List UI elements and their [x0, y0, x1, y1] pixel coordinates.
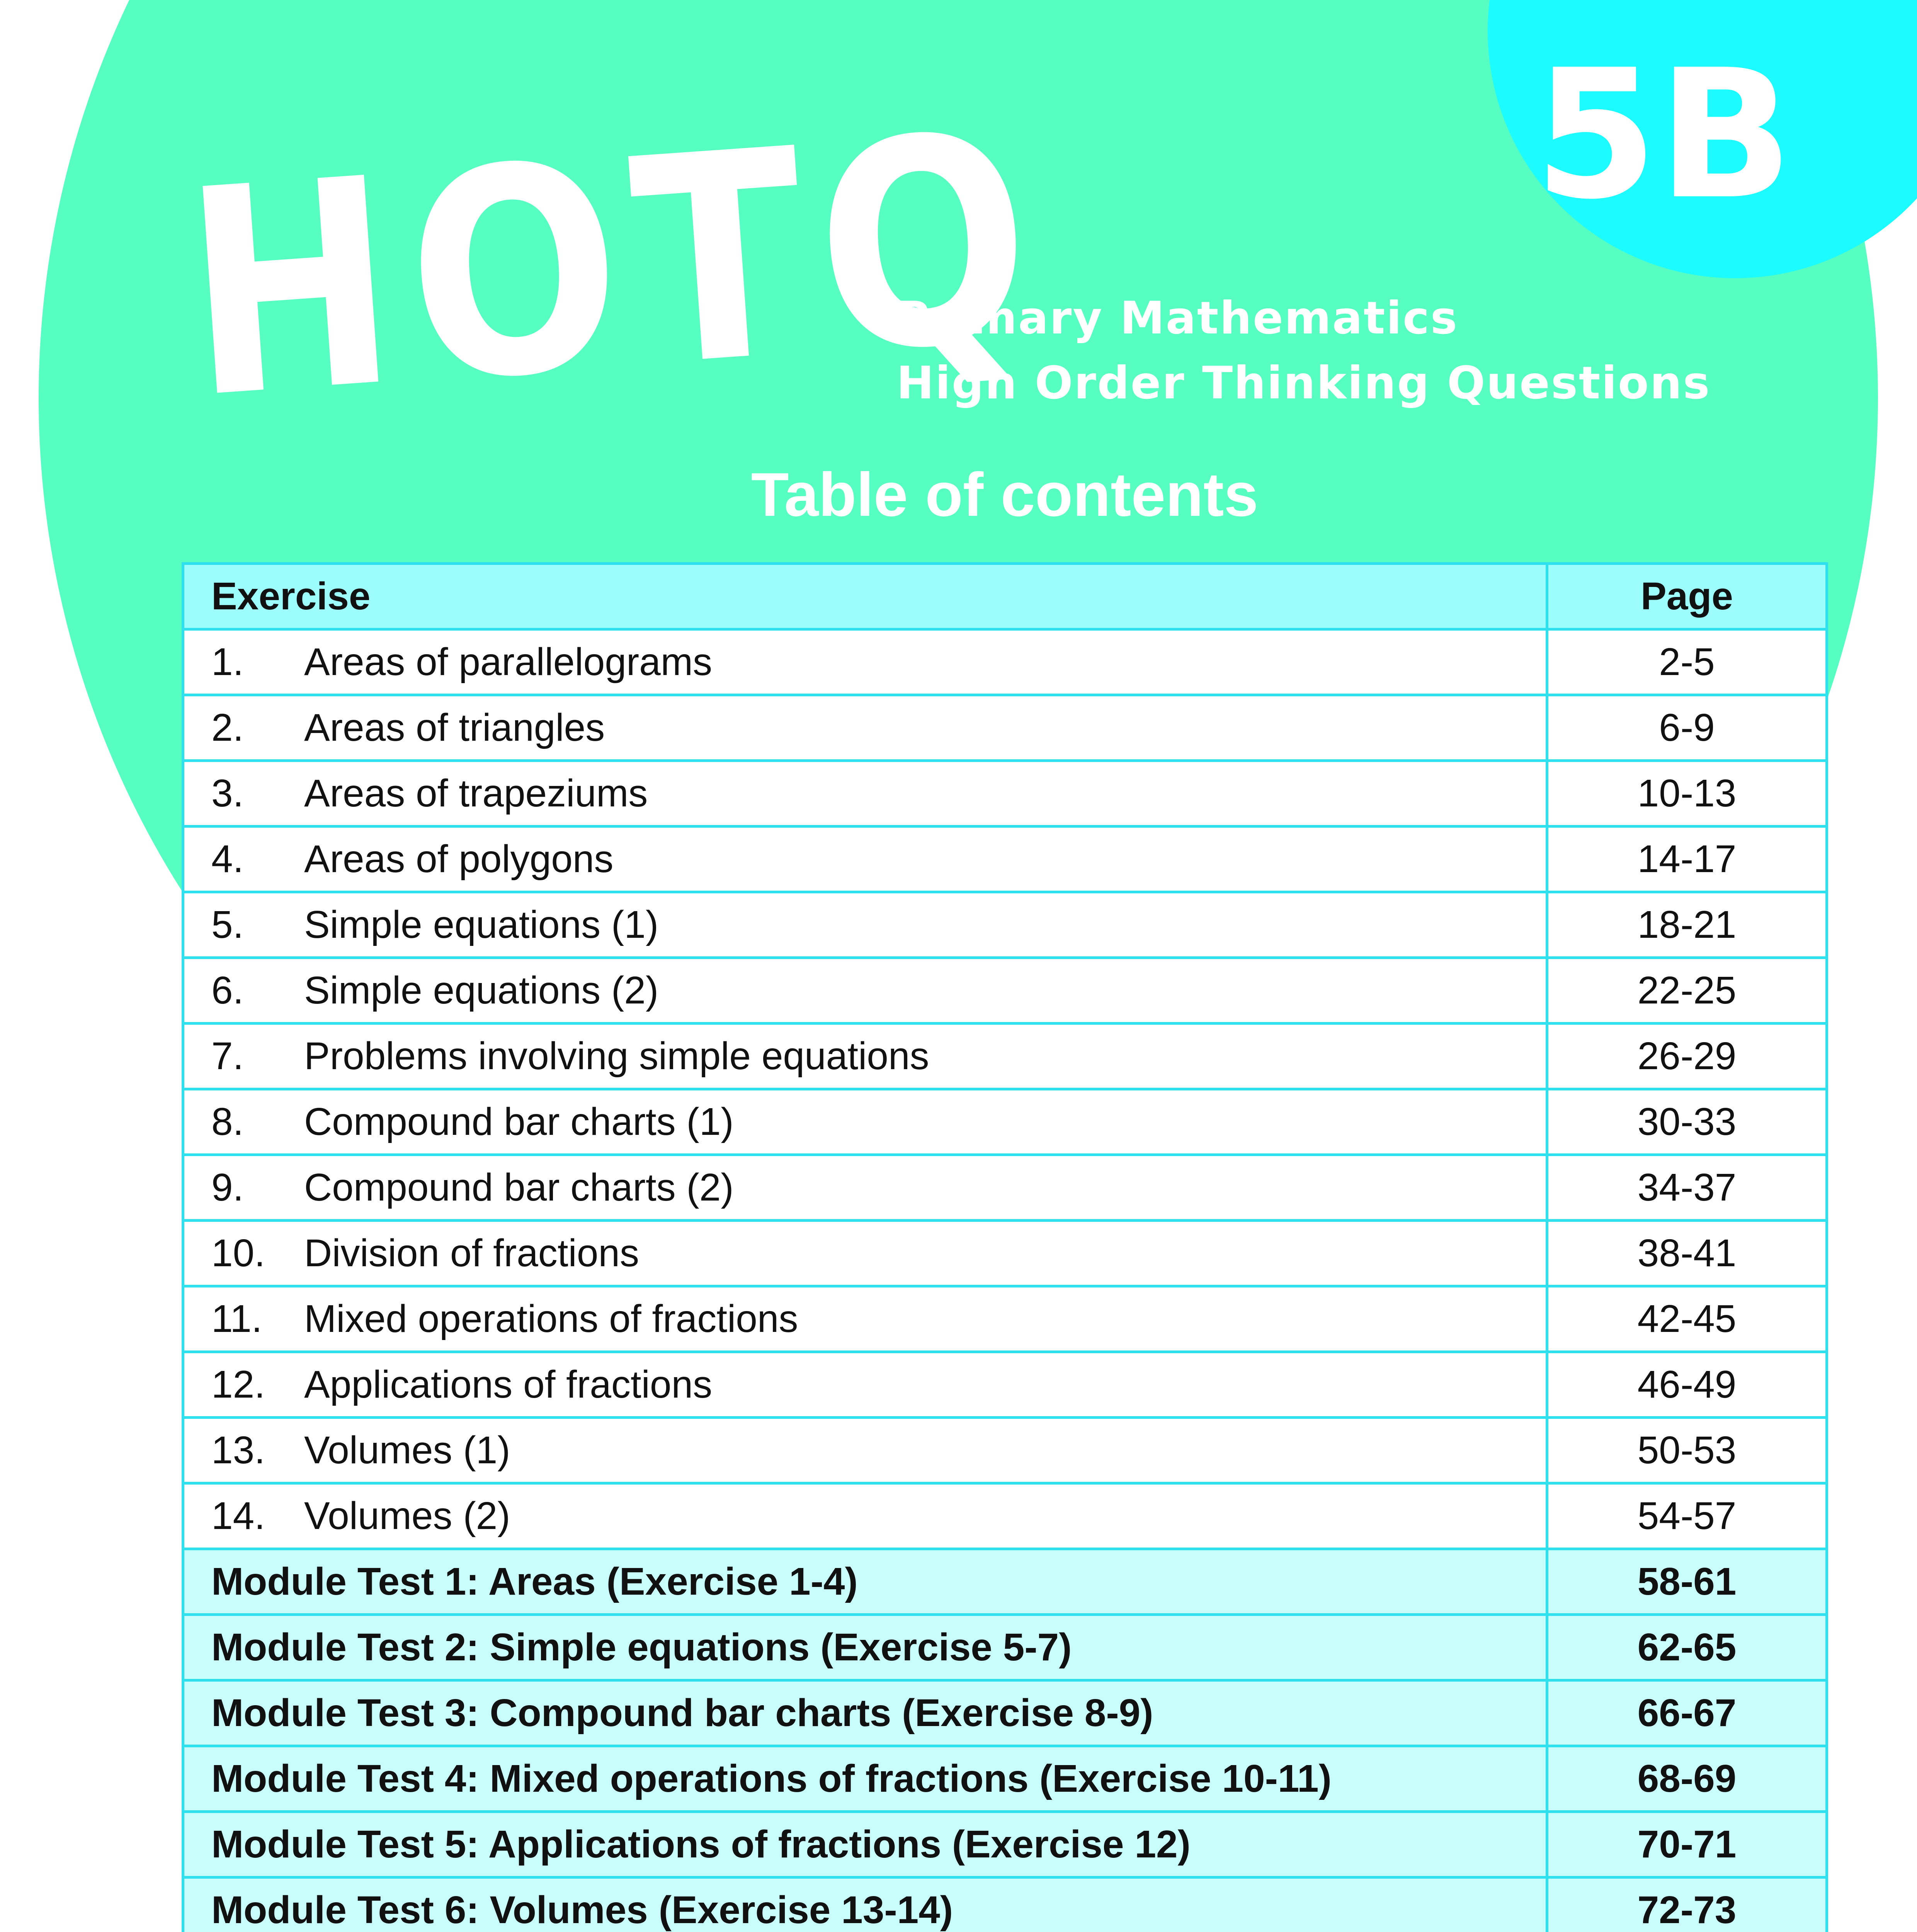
exercise-cell	[183, 827, 1547, 892]
module-test-row	[183, 1615, 1827, 1680]
exercise-title: Mixed operations of fractions	[304, 1297, 798, 1340]
module-test-title: Module Test 3: Compound bar charts (Exercise 8-9)	[183, 1680, 1547, 1746]
toc-row	[183, 827, 1827, 892]
toc-row	[183, 1418, 1827, 1483]
toc-row	[183, 629, 1827, 695]
page-column-header: Page	[1547, 564, 1827, 629]
page-range: 18-21	[1547, 892, 1827, 958]
toc-row	[183, 1483, 1827, 1549]
exercise-number: 5.	[211, 903, 244, 946]
exercise-number: 3.	[211, 772, 244, 815]
module-test-pages: 58-61	[1547, 1549, 1827, 1615]
subtitle	[896, 286, 1711, 416]
exercise-title: Simple equations (1)	[304, 903, 659, 946]
hotq-logo: HOTQ	[176, 71, 1055, 461]
page-range: 26-29	[1547, 1024, 1827, 1089]
module-test-pages: 62-65	[1547, 1615, 1827, 1680]
exercise-title: Areas of triangles	[304, 706, 605, 749]
exercise-column-header: Exercise	[183, 564, 1547, 629]
subtitle-line-2: High Order Thinking Questions	[896, 357, 1711, 409]
module-test-row	[183, 1680, 1827, 1746]
module-test-pages: 68-69	[1547, 1746, 1827, 1812]
exercise-cell	[183, 1352, 1547, 1418]
toc-row	[183, 1024, 1827, 1089]
exercise-cell	[183, 1024, 1547, 1089]
exercise-number: 9.	[211, 1166, 244, 1209]
exercise-number: 4.	[211, 837, 244, 881]
exercise-title: Volumes (1)	[304, 1429, 510, 1472]
toc-row	[183, 1286, 1827, 1352]
exercise-title: Simple equations (2)	[304, 969, 659, 1012]
exercise-number: 2.	[211, 706, 244, 749]
exercise-title: Compound bar charts (1)	[304, 1100, 734, 1143]
module-test-row	[183, 1812, 1827, 1878]
toc-row	[183, 892, 1827, 958]
module-test-pages: 72-73	[1547, 1878, 1827, 1932]
page-range: 50-53	[1547, 1418, 1827, 1483]
exercise-cell	[183, 761, 1547, 827]
page-range: 54-57	[1547, 1483, 1827, 1549]
exercise-title: Volumes (2)	[304, 1494, 510, 1537]
exercise-number: 1.	[211, 640, 244, 684]
page-range: 2-5	[1547, 629, 1827, 695]
module-test-row	[183, 1746, 1827, 1812]
exercise-cell	[183, 1418, 1547, 1483]
module-test-row	[183, 1549, 1827, 1615]
page-range: 22-25	[1547, 958, 1827, 1024]
page-range: 34-37	[1547, 1155, 1827, 1221]
module-test-title: Module Test 1: Areas (Exercise 1-4)	[183, 1549, 1547, 1615]
exercise-cell	[183, 1483, 1547, 1549]
page-range: 46-49	[1547, 1352, 1827, 1418]
exercise-cell	[183, 1155, 1547, 1221]
subtitle-line-1: Primary Mathematics	[896, 292, 1458, 344]
exercise-number: 8.	[211, 1100, 244, 1143]
exercise-title: Areas of parallelograms	[304, 640, 713, 684]
module-test-title: Module Test 2: Simple equations (Exercise 5-7)	[183, 1615, 1547, 1680]
exercise-cell	[183, 1286, 1547, 1352]
exercise-title: Areas of trapeziums	[304, 772, 648, 815]
exercise-title: Division of fractions	[304, 1231, 639, 1275]
exercise-cell	[183, 629, 1547, 695]
toc-row	[183, 1352, 1827, 1418]
exercise-number: 6.	[211, 969, 244, 1012]
exercise-cell	[183, 695, 1547, 761]
exercise-number: 13.	[211, 1429, 265, 1472]
exercise-number: 7.	[211, 1034, 244, 1078]
exercise-number: 12.	[211, 1363, 265, 1406]
module-test-title: Module Test 6: Volumes (Exercise 13-14)	[183, 1878, 1547, 1932]
page-range: 42-45	[1547, 1286, 1827, 1352]
page-range: 10-13	[1547, 761, 1827, 827]
page-range: 14-17	[1547, 827, 1827, 892]
exercise-title: Problems involving simple equations	[304, 1034, 929, 1078]
exercise-title: Applications of fractions	[304, 1363, 713, 1406]
exercise-title: Areas of polygons	[304, 837, 614, 881]
toc-row	[183, 1089, 1827, 1155]
module-test-title: Module Test 5: Applications of fractions (Exercise 12)	[183, 1812, 1547, 1878]
toc-row	[183, 1221, 1827, 1286]
exercise-number: 10.	[211, 1231, 265, 1275]
exercise-number: 11.	[211, 1297, 262, 1340]
module-test-row	[183, 1878, 1827, 1932]
toc-row	[183, 761, 1827, 827]
exercise-cell	[183, 958, 1547, 1024]
module-test-pages: 66-67	[1547, 1680, 1827, 1746]
exercise-number: 14.	[211, 1494, 265, 1537]
page-range: 6-9	[1547, 695, 1827, 761]
toc-row	[183, 1155, 1827, 1221]
exercise-title: Compound bar charts (2)	[304, 1166, 734, 1209]
page-range: 38-41	[1547, 1221, 1827, 1286]
toc-table	[182, 562, 1828, 1932]
toc-header-row	[183, 564, 1827, 629]
page-range: 30-33	[1547, 1089, 1827, 1155]
module-test-title: Module Test 4: Mixed operations of fractions (Exercise 10-11)	[183, 1746, 1547, 1812]
exercise-cell	[183, 1221, 1547, 1286]
toc-title: Table of contents	[751, 460, 1259, 529]
toc-row	[183, 695, 1827, 761]
toc-row	[183, 958, 1827, 1024]
exercise-cell	[183, 1089, 1547, 1155]
module-test-pages: 70-71	[1547, 1812, 1827, 1878]
exercise-cell	[183, 892, 1547, 958]
grade-label: 5B	[1534, 32, 1793, 238]
